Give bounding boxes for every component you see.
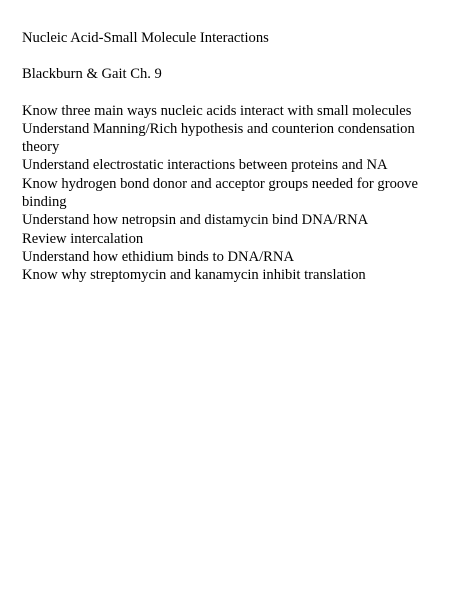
objective-item: Understand Manning/Rich hypothesis and counterion condensation theory — [22, 120, 415, 156]
document-title: Nucleic Acid-Small Molecule Interactions — [22, 30, 269, 46]
objective-item: Know three main ways nucleic acids interact with small molecules — [22, 102, 412, 119]
objective-item: Understand how ethidium binds to DNA/RNA — [22, 248, 294, 265]
document-body — [22, 29, 432, 285]
objective-item: Know hydrogen bond donor and acceptor groups needed for groove binding — [22, 175, 418, 211]
objective-item: Know why streptomycin and kanamycin inhibit translation — [22, 267, 366, 284]
objective-item: Understand electrostatic interactions between proteins and NA — [22, 157, 388, 174]
objective-item: Understand how netropsin and distamycin bind DNA/RNA — [22, 212, 369, 229]
learning-objectives-list — [22, 102, 432, 285]
objective-item: Review intercalation — [22, 230, 144, 247]
textbook-reference: Blackburn & Gait Ch. 9 — [22, 66, 162, 83]
